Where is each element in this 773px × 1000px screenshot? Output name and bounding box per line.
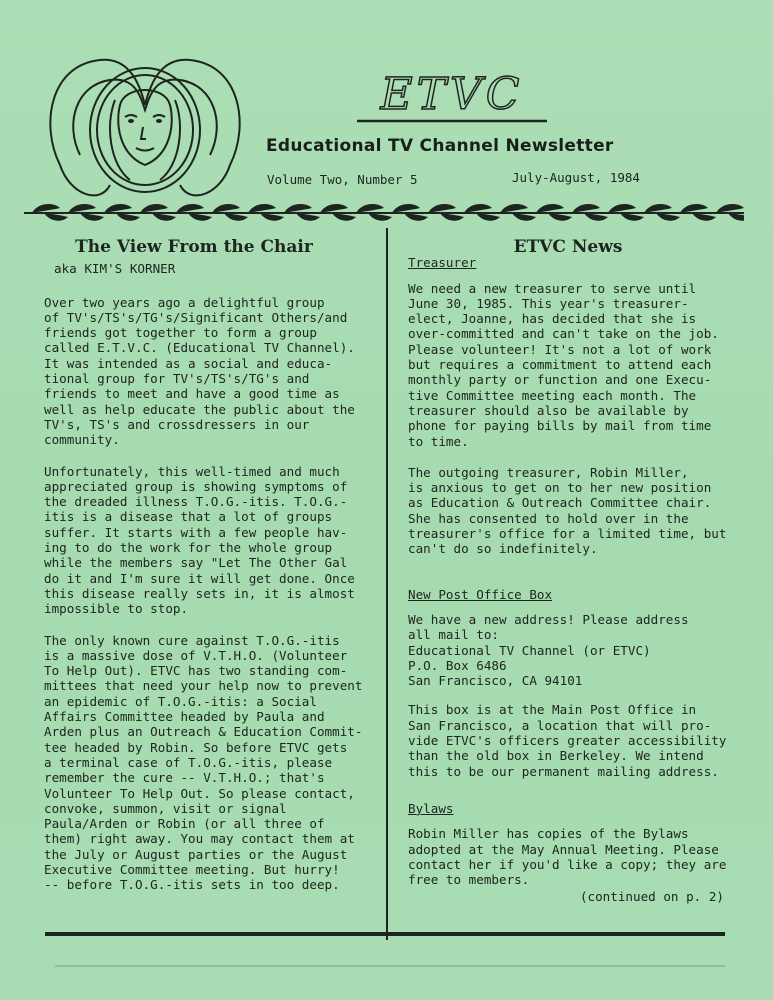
left-column	[44, 237, 364, 909]
vine-leaf	[500, 204, 528, 213]
vine-leaf	[620, 213, 644, 221]
treasurer-paragraph: The outgoing treasurer, Robin Miller, is anxious to get on to her new position as Education & Outreach Committee chair. She has consented to hold over in the treasurer's office for a limited time, but can't do so indefinitely.	[408, 464, 727, 557]
vine-leaf	[80, 213, 104, 221]
etvc-logo-text: ETVC	[380, 69, 524, 120]
vine-leaf	[692, 213, 716, 221]
bottom-faint-rule	[55, 965, 725, 967]
vine-leaf	[104, 204, 132, 213]
chair-paragraph: The only known cure against T.O.G.-itis is a massive dose of V.T.H.O. (Volunteer To Help Out). ETVC has two standing com- mittees that need your help now to prevent an epidemic of T.O.G.-itis: a Social Affairs Committee headed by Paula and Arden plus an Outreach & Education Commit- tee headed by Robin. So before ETVC gets a terminal case of T.O.G.-itis, please remember the cure -- V.T.H.O.; that's Volunteer To Help Out. So please contact, convoke, summon, visit or signal Paula/Arden or Robin (or all three of them) right away. You may contact them at the July or August parties or the August Executive Committee meeting. But hurry! -- before T.O.G.-itis sets in too deep.	[44, 632, 363, 893]
post-office-paragraph: This box is at the Main Post Office in San Francisco, a location that will pro- vide ETVC's officers greater accessibility than the old box in Berkeley. We intend this to be our permanent mailing address.	[408, 702, 727, 779]
vine-leaf	[476, 213, 500, 221]
issue-date: July-August, 1984	[512, 170, 640, 185]
vine-leaf	[428, 204, 456, 213]
vine-leaf	[44, 213, 68, 221]
vine-leaf	[32, 204, 60, 213]
vine-leaf	[68, 204, 96, 213]
vine-leaf	[176, 204, 204, 213]
continued-note: (continued on p. 2)	[579, 889, 724, 905]
vine-leaf	[140, 204, 168, 213]
chair-paragraph: Over two years ago a delightful group of TV's/TS's/TG's/Significant Others/and friends got together to form a group called E.T.V.C. (Educational TV Channel). It was intended as a social and educa- tional group for TV's/TS's/TG's and friends to meet and have a good time as well as help educate the public about the TV's, TS's and crossdressers in our community.	[44, 294, 355, 448]
vine-leaf	[464, 204, 492, 213]
bylaws-paragraph: Robin Miller has copies of the Bylaws adopted at the May Annual Meeting. Please contact her if you'd like a copy; they are free to members.	[408, 826, 727, 888]
masthead-face-logo	[40, 45, 250, 215]
chair-aka: aka KIM'S KORNER	[54, 261, 176, 277]
vine-leaf	[284, 204, 312, 213]
vine-leaf	[320, 204, 348, 213]
vine-leaf	[572, 204, 600, 213]
vine-leaf	[356, 204, 384, 213]
chair-paragraph: Unfortunately, this well-timed and much appreciated group is showing symptoms of the dreaded illness T.O.G.-itis. T.O.G.- itis is a disease that a lot of groups suffer. It starts with a few people hav- ing to do the work for the whole group while the members say "Let The Other Gal do it and I'm sure it will get done. Once this disease really sets in, it is almost impossible to stop.	[44, 463, 355, 617]
news-heading: ETVC News	[513, 237, 623, 257]
vine-leaf	[644, 204, 672, 213]
vine-leaf	[368, 213, 392, 221]
vine-leaf	[188, 213, 212, 221]
vine-leaf	[296, 213, 320, 221]
vine-leaf	[512, 213, 536, 221]
treasurer-paragraph: We need a new treasurer to serve until June 30, 1985. This year's treasurer- elect, Joanne, has decided that she is over-committed and can't take on the job. Please volunteer! It's not a lot of work but requires a commitment to attend each monthly party or function and one Execu- tive Committee meeting each month. The treasurer should also be available by phone for paying bills by mail from time to time.	[408, 280, 719, 449]
vine-leaf	[716, 204, 744, 213]
post-office-intro: We have a new address! Please address all mail to:	[408, 611, 689, 643]
vine-leaf	[224, 213, 248, 221]
vine-leaf	[536, 204, 564, 213]
treasurer-title: Treasurer	[408, 255, 477, 271]
bottom-rule	[45, 932, 725, 936]
vine-leaf	[392, 204, 420, 213]
newsletter-title: Educational TV Channel Newsletter	[266, 136, 614, 156]
mailing-address: Educational TV Channel (or ETVC) P.O. Box 6486 San Francisco, CA 94101	[408, 642, 651, 689]
post-office-title: New Post Office Box	[408, 586, 553, 602]
vine-leaf	[248, 204, 276, 213]
vine-leaf	[680, 204, 708, 213]
vine-leaf	[656, 213, 680, 221]
vine-divider	[24, 202, 744, 224]
volume-number: Volume Two, Number 5	[267, 172, 418, 187]
vine-leaf	[440, 213, 464, 221]
etvc-script-logo	[352, 65, 552, 125]
vine-leaf	[116, 213, 140, 221]
vine-leaf	[332, 213, 356, 221]
bylaws-title: Bylaws	[408, 800, 454, 816]
vine-leaf	[260, 213, 284, 221]
right-column	[408, 237, 738, 905]
vine-leaf	[152, 213, 176, 221]
vine-leaf	[212, 204, 240, 213]
vine-leaf	[584, 213, 608, 221]
column-divider	[386, 228, 388, 940]
chair-heading: The View From the Chair	[75, 237, 313, 257]
vine-leaf	[404, 213, 428, 221]
vine-leaf	[608, 204, 636, 213]
vine-leaf	[548, 213, 572, 221]
vine-leaf	[728, 213, 744, 221]
